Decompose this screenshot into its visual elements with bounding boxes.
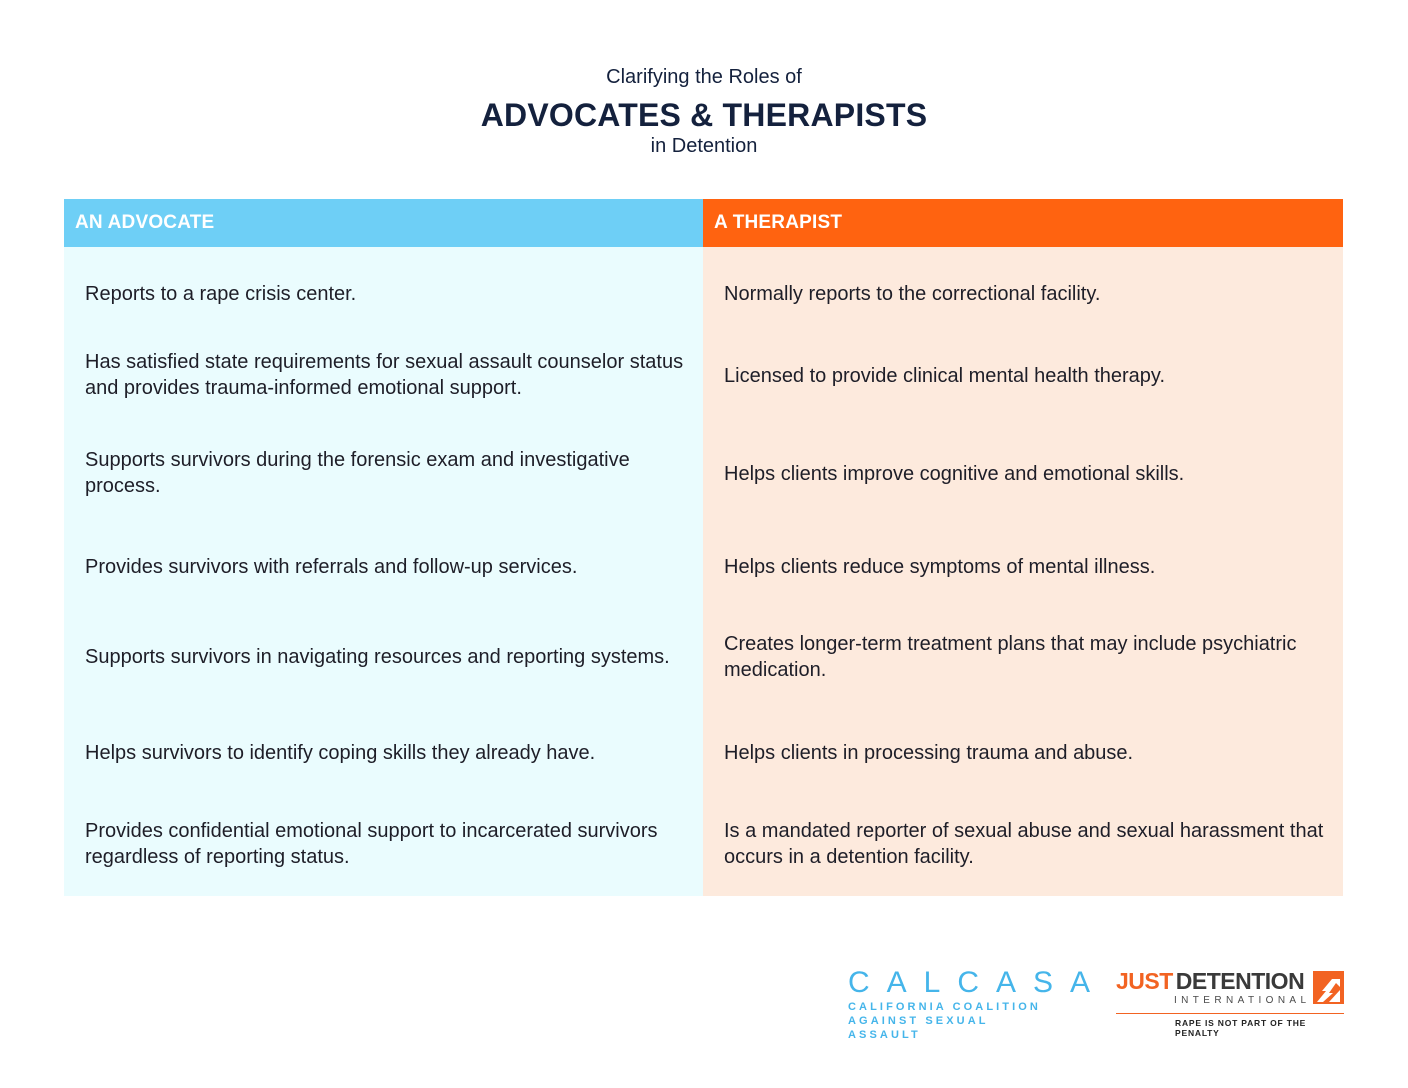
therapist-row-3: Helps clients improve cognitive and emotional skills. bbox=[724, 463, 1185, 485]
therapist-column bbox=[703, 199, 1343, 896]
therapist-row-1: Normally reports to the correctional facility. bbox=[724, 283, 1101, 305]
comparison-table bbox=[64, 199, 1343, 896]
jdi-logo bbox=[1116, 968, 1344, 1038]
jdi-logo-word-international: INTERNATIONAL bbox=[1174, 995, 1311, 1006]
jdi-logo-wordmark bbox=[1116, 968, 1344, 994]
calcasa-logo-line-2: AGAINST SEXUAL ASSAULT bbox=[848, 1015, 989, 1041]
calcasa-logo-mark: CALCASA bbox=[848, 966, 1108, 999]
jdi-logo-divider bbox=[1116, 1013, 1344, 1014]
calcasa-logo bbox=[848, 966, 1108, 1042]
therapist-row-2: Licensed to provide clinical mental health therapy. bbox=[724, 365, 1165, 387]
therapist-column-heading: A THERAPIST bbox=[703, 199, 1343, 247]
pre-title: Clarifying the Roles of bbox=[606, 66, 802, 88]
jdi-logo-tagline: RAPE IS NOT PART OF THE PENALTY bbox=[1175, 1018, 1307, 1038]
therapist-row-6: Helps clients in processing trauma and abuse. bbox=[724, 742, 1134, 764]
sub-title: in Detention bbox=[650, 135, 758, 157]
jdi-logo-word-just: JUST bbox=[1116, 968, 1173, 994]
page-title: ADVOCATES & THERAPISTS bbox=[480, 97, 928, 133]
therapist-row-5: Creates longer-term treatment plans that may include psychiatric medication. bbox=[724, 633, 1297, 681]
advocate-row-7: Provides confidential emotional support to incarcerated survivors regardless of reporting status. bbox=[85, 820, 658, 868]
therapist-row-7: Is a mandated reporter of sexual abuse and sexual harassment that occurs in a detention facility. bbox=[724, 820, 1324, 868]
advocate-row-6: Helps survivors to identify coping skills they already have. bbox=[85, 742, 596, 764]
advocate-row-5: Supports survivors in navigating resources and reporting systems. bbox=[85, 646, 670, 668]
therapist-column-body bbox=[703, 247, 1343, 896]
therapist-row-4: Helps clients reduce symptoms of mental illness. bbox=[724, 556, 1156, 578]
advocate-row-3: Supports survivors during the forensic exam and investigative process. bbox=[85, 449, 630, 497]
calcasa-logo-line-1: CALIFORNIA COALITION bbox=[848, 1001, 1041, 1013]
advocate-row-2: Has satisfied state requirements for sexual assault counselor status and provides trauma-informed emotional support. bbox=[85, 351, 684, 399]
advocate-column-heading: AN ADVOCATE bbox=[64, 199, 703, 247]
advocate-column bbox=[64, 199, 703, 896]
footer-logos bbox=[0, 966, 1408, 1041]
advocate-row-4: Provides survivors with referrals and follow-up services. bbox=[85, 556, 578, 578]
advocate-row-1: Reports to a rape crisis center. bbox=[85, 283, 357, 305]
page-header bbox=[0, 64, 1408, 158]
jdi-logo-word-detention: DETENTION bbox=[1175, 968, 1305, 994]
jdi-arrow-icon bbox=[1313, 971, 1344, 1004]
advocate-column-body bbox=[64, 247, 703, 896]
